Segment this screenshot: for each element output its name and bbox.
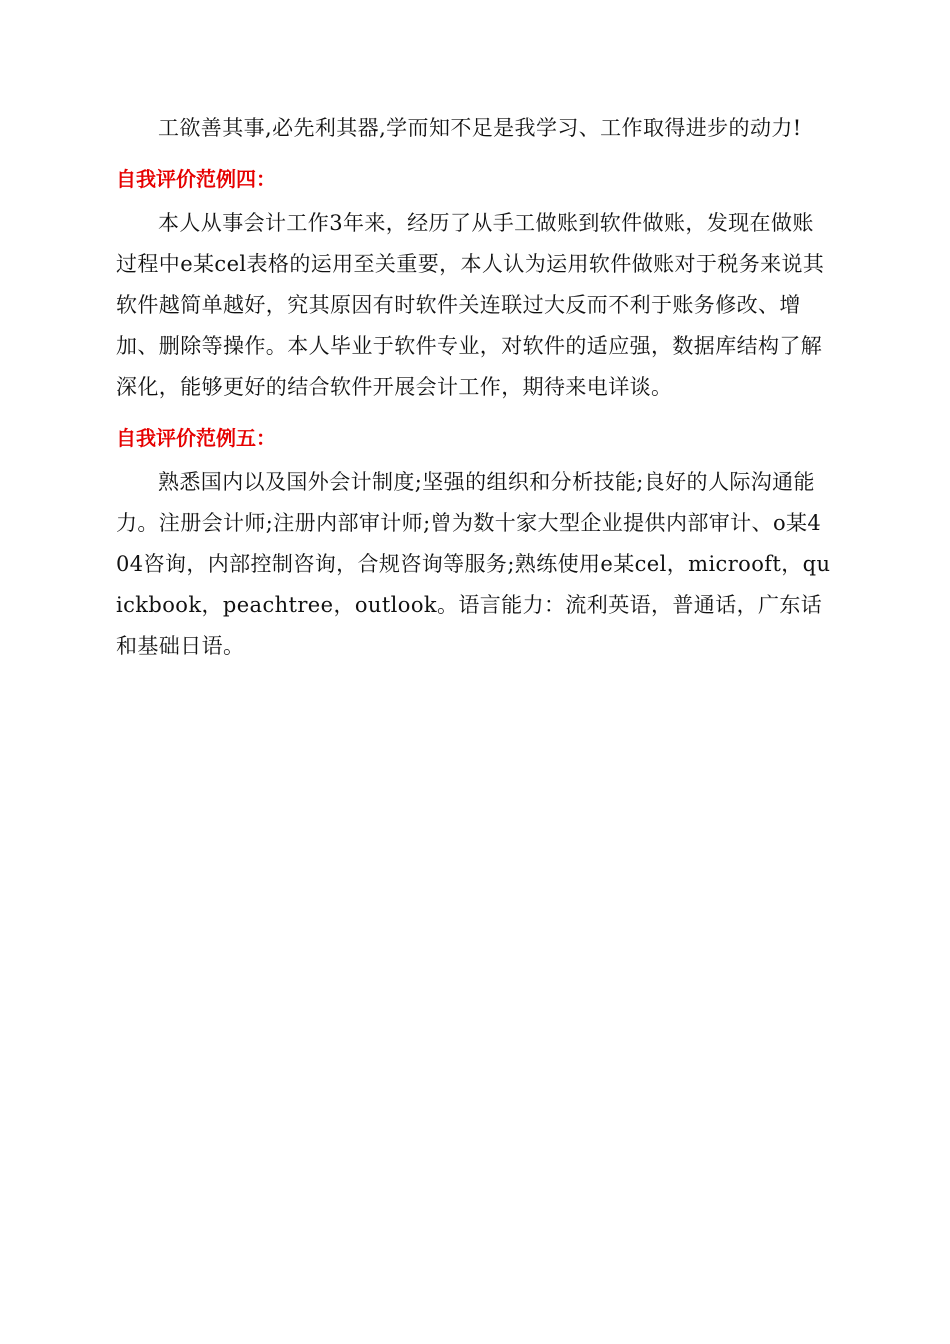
document-body — [116, 108, 832, 667]
heading-example-five: 自我评价范例五： — [116, 426, 276, 450]
intro-paragraph: 工欲善其事,必先利其器,学而知不足是我学习、工作取得进步的动力! — [158, 116, 802, 140]
example-four-paragraph: 本人从事会计工作3年来，经历了从手工做账到软件做账，发现在做账过程中e某cel表格的运用至关重要，本人认为运用软件做账对于税务来说其软件越简单越好，究其原因有时软件关连联过大反而不利于账务修改、增加、删除等操作。本人毕业于软件专业，对软件的适应强，数据库结构了解深化，能够更好的结合软件开展会计工作，期待来电详谈。 — [116, 211, 825, 399]
example-five-paragraph: 熟悉国内以及国外会计制度;坚强的组织和分析技能;良好的人际沟通能力。注册会计师;注册内部审计师;曾为数十家大型企业提供内部审计、o某404咨询，内部控制咨询，合规咨询等服务;熟练使用e某cel，microoft，quickbook，peachtree，outlook。语言能力：流利英语，普通话，广东话和基础日语。 — [116, 470, 831, 658]
heading-example-four: 自我评价范例四： — [116, 167, 276, 191]
